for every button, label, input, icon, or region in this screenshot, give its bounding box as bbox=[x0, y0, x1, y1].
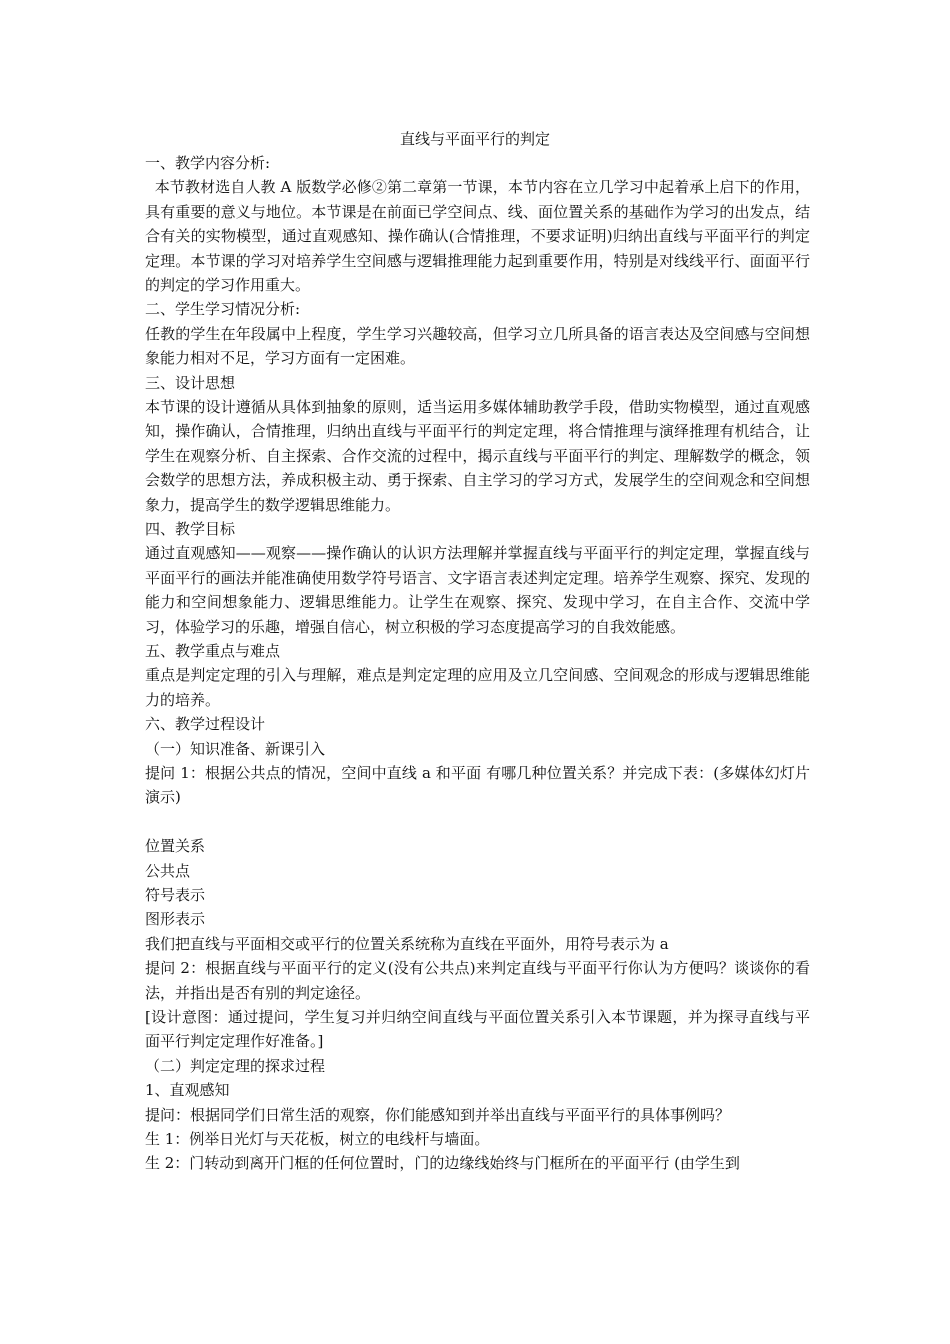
paragraph-question-1: 提问 1：根据公共点的情况，空间中直线 a 和平面 有哪几种位置关系？并完成下表：(多媒体幻灯片演示) bbox=[145, 764, 810, 807]
table-row-position-relation: 位置关系 bbox=[145, 837, 206, 856]
document-title: 直线与平面平行的判定 bbox=[399, 130, 550, 148]
paragraph-design-idea: 本节课的设计遵循从具体到抽象的原则，适当运用多媒体辅助教学手段，借助实物模型，通过直观感知，操作确认，合情推理，归纳出直线与平面平行的判定定理，将合情推理与演绎推理有机结合，让学生在观察分析、自主探索、合作交流的过程中，揭示直线与平面平行的判定、理解数学的概念，领会数学的思想方法，养成积极主动、勇于探索、自主学习的学习方式，发展学生的空间观念和空间想象力，提高学生的数学逻辑思维能力。 bbox=[145, 398, 810, 514]
subsection-heading-introduction: （一）知识准备、新课引入 bbox=[145, 739, 326, 758]
table-row-common-point: 公共点 bbox=[145, 861, 191, 880]
paragraph-content-analysis: 本节教材选自人教 A 版数学必修②第二章第一节课，本节内容在立几学习中起着承上启下的作用，具有重要的意义与地位。本节课是在前面已学空间点、线、面位置关系的基础作为学习的出发点，结合有关的实物模型，通过直观感知、操作确认(合情推理，不要求证明)归纳出直线与平面平行的判定定理。本节课的学习对培养学生空间感与逻辑推理能力起到重要作用，特别是对线线平行、面面平行的判定的学习作用重大。 bbox=[145, 178, 810, 295]
section-heading-process-design: 六、教学过程设计 bbox=[145, 715, 266, 734]
paragraph-student-2: 生 2：门转动到离开门框的任何位置时，门的边缘线始终与门框所在的平面平行 (由学生到 bbox=[145, 1154, 740, 1173]
paragraph-question-2: 提问 2：根据直线与平面平行的定义(没有公共点)来判定直线与平面平行你认为方便吗？谈谈你的看法，并指出是否有别的判定途径。 bbox=[145, 959, 810, 1002]
document-body bbox=[145, 151, 810, 1176]
section-heading-key-points: 五、教学重点与难点 bbox=[145, 642, 281, 661]
section-heading-student-analysis: 二、学生学习情况分析: bbox=[145, 300, 301, 319]
paragraph-design-intent: [设计意图：通过提问，学生复习并归纳空间直线与平面位置关系引入本节课题，并为探寻直线与平面平行判定定理作好准备。] bbox=[145, 1008, 810, 1051]
paragraph-summary: 我们把直线与平面相交或平行的位置关系统称为直线在平面外，用符号表示为 a bbox=[145, 934, 669, 953]
section-heading-content-analysis: 一、教学内容分析: bbox=[145, 154, 271, 172]
paragraph-student-analysis: 任教的学生在年段属中上程度，学生学习兴趣较高，但学习立几所具备的语言表达及空间感与空间想象能力相对不足，学习方面有一定困难。 bbox=[145, 324, 810, 368]
paragraph-teaching-goals: 通过直观感知——观察——操作确认的认识方法理解并掌握直线与平面平行的判定定理，掌握直线与平面平行的画法并能准确使用数学符号语言、文字语言表述判定定理。培养学生观察、探究、发现的能力和空间想象能力、逻辑思维能力。让学生在观察、探究、发现中学习，在自主合作、交流中学习，体验学习的乐趣，增强自信心，树立积极的学习态度提高学习的自我效能感。 bbox=[145, 544, 810, 636]
blank-line bbox=[145, 810, 810, 834]
table-row-figure: 图形表示 bbox=[145, 910, 206, 929]
paragraph-question-3: 提问：根据同学们日常生活的观察，你们能感知到并举出直线与平面平行的具体事例吗？ bbox=[145, 1105, 731, 1124]
subsection-heading-exploration: （二）判定定理的探求过程 bbox=[145, 1056, 326, 1075]
section-heading-teaching-goals: 四、教学目标 bbox=[145, 520, 236, 539]
section-heading-design-idea: 三、设计思想 bbox=[145, 373, 236, 392]
paragraph-key-points: 重点是判定定理的引入与理解，难点是判定定理的应用及立几空间感、空间观念的形成与逻辑思维能力的培养。 bbox=[145, 666, 810, 709]
paragraph-student-1: 生 1：例举日光灯与天花板，树立的电线杆与墙面。 bbox=[145, 1130, 490, 1148]
step-heading-intuition: 1、直观感知 bbox=[145, 1081, 230, 1100]
table-row-symbol: 符号表示 bbox=[145, 886, 206, 905]
